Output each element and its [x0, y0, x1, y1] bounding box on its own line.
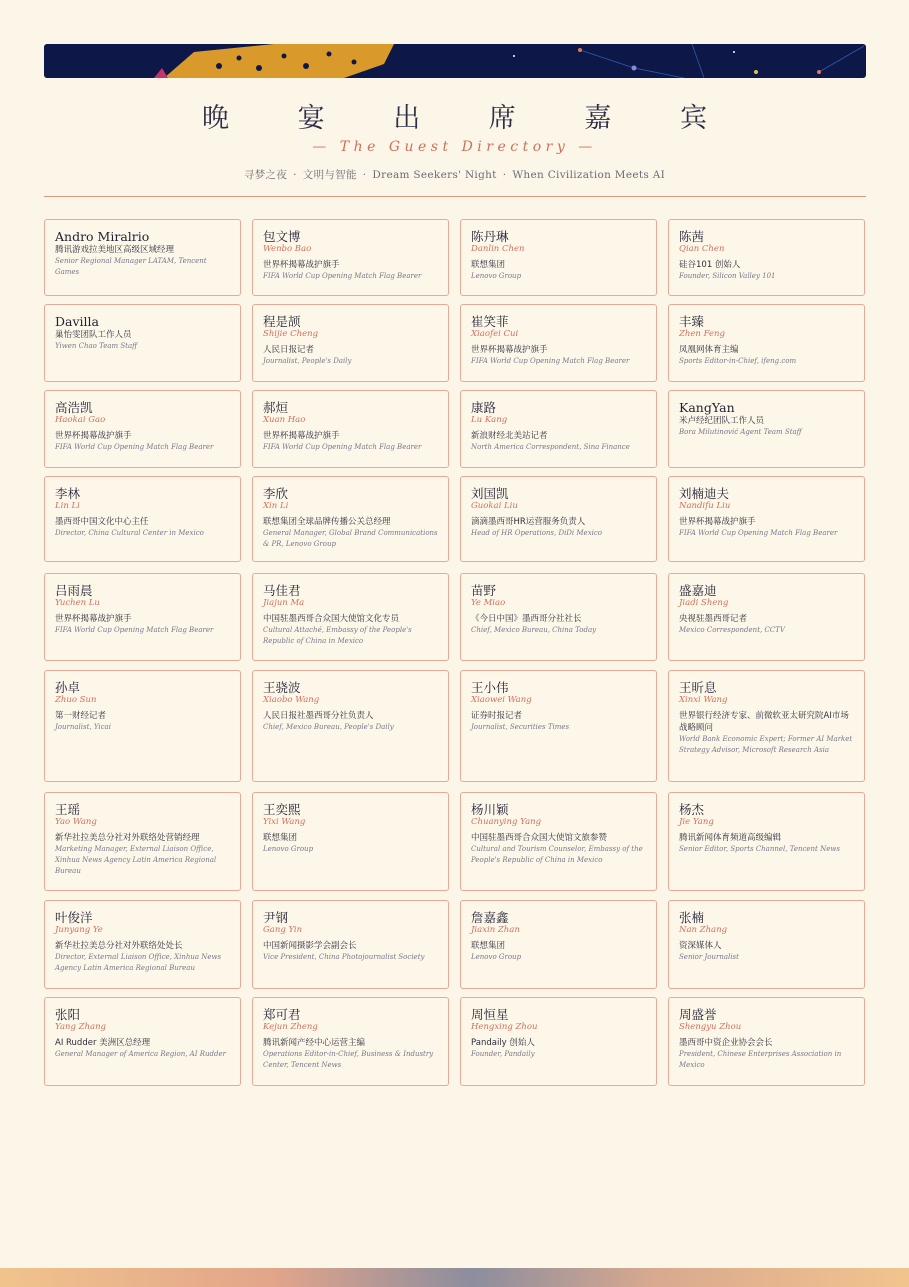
guest-card: [668, 219, 865, 296]
guest-role-cn: 世界银行经济专家、前微软亚太研究院AI市场战略顾问: [679, 711, 849, 733]
guest-pinyin: Wenbo Bao: [263, 244, 312, 254]
guest-name: 詹嘉鑫: [471, 910, 509, 925]
guest-role-cn: 中国新闻摄影学会副会长: [263, 941, 357, 951]
guest-name: Andro Miralrio: [55, 229, 150, 244]
guest-role-en: General Manager of America Region, AI Rudder: [55, 1050, 226, 1058]
guest-name: KangYan: [679, 400, 735, 415]
guest-name: 杨杰: [679, 802, 705, 817]
guest-name: 杨川颖: [471, 802, 509, 817]
guest-role-en: FIFA World Cup Opening Match Flag Bearer: [55, 443, 214, 451]
guest-name: 王瑶: [55, 802, 81, 817]
guest-card: [460, 476, 657, 562]
guest-role-cn: 第一财经记者: [55, 711, 107, 721]
guest-name: 高浩凯: [55, 400, 93, 415]
guest-pinyin: Lu Kang: [471, 415, 508, 425]
guest-card: [252, 219, 449, 296]
guest-role-en: Marketing Manager, External Liaison Office, Xinhua News Agency Latin America Regional Bureau: [55, 845, 217, 875]
guest-pinyin: Qian Chen: [679, 244, 725, 254]
guest-card: [44, 390, 241, 468]
guest-role-en: Founder, Silicon Valley 101: [679, 272, 776, 280]
guest-card: [668, 304, 865, 382]
guest-role-en: FIFA World Cup Opening Match Flag Bearer: [679, 529, 838, 537]
header-divider: [44, 196, 866, 197]
guest-role-cn: 中国驻墨西哥合众国大使馆文化专员: [263, 614, 400, 624]
guest-name: 包文博: [263, 229, 301, 244]
guest-card: [252, 792, 449, 891]
guest-pinyin: Guokai Liu: [471, 501, 518, 511]
guest-role-en: Lenovo Group: [263, 845, 314, 853]
guest-pinyin: Haokai Gao: [55, 415, 106, 425]
guest-role-cn: 资深媒体人: [679, 941, 722, 951]
guest-pinyin: Ye Miao: [471, 598, 506, 608]
guest-role-en: Cultural Attaché, Embassy of the People's Republic of China in Mexico: [263, 626, 412, 645]
guest-pinyin: Kejun Zheng: [263, 1022, 318, 1032]
guest-pinyin: Jiadi Sheng: [679, 598, 729, 608]
guest-role-en: Senior Regional Manager LATAM, Tencent Games: [55, 257, 207, 276]
guest-role-cn: 联想集团: [471, 941, 506, 951]
guest-role-en: FIFA World Cup Opening Match Flag Bearer: [263, 443, 422, 451]
guest-name: 孙卓: [55, 680, 81, 695]
guest-card: [44, 219, 241, 296]
guest-role-en: Founder, Pandaily: [471, 1050, 535, 1058]
guest-role-en: President, Chinese Enterprises Association in Mexico: [679, 1050, 842, 1069]
guest-role-cn: 米卢经纪团队工作人员: [679, 416, 765, 426]
guest-role-cn: 联想集团: [263, 833, 298, 843]
guest-name: 陈茜: [679, 229, 705, 244]
guest-card: [44, 792, 241, 891]
guest-pinyin: Shijie Cheng: [263, 329, 319, 339]
guest-card: [460, 670, 657, 782]
guest-pinyin: Jie Yang: [679, 817, 714, 827]
guest-pinyin: Yixi Wang: [263, 817, 306, 827]
guest-card: [668, 390, 865, 468]
guest-name: 周恒星: [471, 1007, 509, 1022]
guest-name: 叶俊洋: [55, 910, 93, 925]
guest-role-cn: 新华社拉美总分社对外联络处处长: [55, 941, 183, 951]
guest-name: 程是颉: [263, 314, 301, 329]
guest-pinyin: Xiaobo Wang: [263, 695, 320, 705]
guest-card: [44, 997, 241, 1086]
guest-name: 李林: [55, 486, 81, 501]
guest-pinyin: Xiaowei Wang: [471, 695, 532, 705]
guest-pinyin: Danlin Chen: [471, 244, 525, 254]
guest-card: [460, 997, 657, 1086]
guest-name: 尹钢: [263, 910, 289, 925]
guest-role-cn: 世界杯揭幕战护旗手: [263, 260, 340, 270]
guest-pinyin: Yao Wang: [55, 817, 97, 827]
guest-pinyin: Lin Li: [55, 501, 80, 511]
guest-card: [668, 476, 865, 562]
guest-role-cn: 腾讯新闻体育频道高级编辑: [679, 833, 782, 843]
guest-card: [44, 900, 241, 989]
guest-name: 郑可君: [263, 1007, 301, 1022]
guest-card: [668, 997, 865, 1086]
guest-role-cn: 世界杯揭幕战护旗手: [55, 614, 132, 624]
guest-role-en: Bora Milutinović Agent Team Staff: [679, 428, 802, 436]
guest-role-cn: 世界杯揭幕战护旗手: [679, 517, 756, 527]
guest-name: 李欣: [263, 486, 289, 501]
guest-role-en: Journalist, Yicai: [55, 723, 111, 731]
guest-role-en: Director, China Cultural Center in Mexico: [55, 529, 204, 537]
guest-pinyin: Jiaxin Zhan: [471, 925, 520, 935]
guest-role-cn: 凤凰网体育主编: [679, 345, 739, 355]
guest-role-en: North America Correspondent, Sina Finance: [471, 443, 630, 451]
guest-name: 刘国凯: [471, 486, 509, 501]
guest-name: 康路: [471, 400, 497, 415]
guest-role-en: Vice President, China Photojournalist Society: [263, 953, 425, 961]
guest-role-cn: 世界杯揭幕战护旗手: [263, 431, 340, 441]
guest-card: [252, 304, 449, 382]
guest-name: 盛嘉迪: [679, 583, 717, 598]
guest-role-en: Operations Editor-in-Chief, Business & Industry Center, Tencent News: [263, 1050, 434, 1069]
guest-name: 苗野: [471, 583, 497, 598]
guest-role-cn: 墨西哥中资企业协会会长: [679, 1038, 773, 1048]
guest-name: 王昕息: [679, 680, 717, 695]
guest-pinyin: Xiaofei Cui: [471, 329, 519, 339]
tagline-part: Dream Seekers' Night: [372, 169, 497, 181]
guest-pinyin: Xin Li: [263, 501, 289, 511]
guest-role-cn: 中国驻墨西哥合众国大使馆文旅参赞: [471, 833, 608, 843]
guest-role-en: FIFA World Cup Opening Match Flag Bearer: [471, 357, 630, 365]
guest-card: [252, 390, 449, 468]
guest-role-en: Senior Journalist: [679, 953, 739, 961]
guest-role-cn: 新浪财经北美站记者: [471, 431, 548, 441]
guest-role-cn: 腾讯新闻产经中心运营主编: [263, 1038, 366, 1048]
guest-name: 王小伟: [471, 680, 509, 695]
guest-role-en: Journalist, People's Daily: [263, 357, 352, 365]
guest-card: [44, 476, 241, 562]
guest-role-en: Lenovo Group: [471, 953, 522, 961]
guest-card: [252, 476, 449, 562]
guest-role-cn: 巢怡雯团队工作人员: [55, 330, 132, 340]
guest-role-cn: 新华社拉美总分社对外联络处营销经理: [55, 833, 200, 843]
tagline-part: When Civilization Meets AI: [512, 169, 666, 181]
guest-card: [460, 390, 657, 468]
guest-card: [668, 573, 865, 661]
guest-pinyin: Zhuo Sun: [55, 695, 97, 705]
guest-name: 崔笑菲: [471, 314, 509, 329]
guest-card: [460, 573, 657, 661]
guest-card: [460, 900, 657, 989]
guest-pinyin: Yang Zhang: [55, 1022, 106, 1032]
guest-role-en: Senior Editor, Sports Channel, Tencent News: [679, 845, 840, 853]
page-title: 晚 宴 出 席 嘉 宾: [202, 103, 737, 134]
guest-name: 郝烜: [263, 400, 289, 415]
guest-pinyin: Jiajun Ma: [263, 598, 305, 608]
guest-name: 张阳: [55, 1007, 81, 1022]
guest-role-en: Lenovo Group: [471, 272, 522, 280]
guest-role-en: Director, External Liaison Office, Xinhua News Agency Latin America Regional Bureau: [55, 953, 222, 972]
guest-role-cn: 世界杯揭幕战护旗手: [55, 431, 132, 441]
header-banner: [44, 44, 866, 78]
guest-pinyin: Nan Zhang: [679, 925, 728, 935]
guest-role-cn: 联想集团全球品牌传播公关总经理: [263, 517, 391, 527]
guest-name: Davilla: [55, 314, 99, 329]
guest-role-cn: 腾讯游戏拉美地区高级区域经理: [55, 245, 175, 255]
guest-role-cn: 世界杯揭幕战护旗手: [471, 345, 548, 355]
guest-card: [252, 670, 449, 782]
guest-pinyin: Shengyu Zhou: [679, 1022, 742, 1032]
guest-role-en: Journalist, Securities Times: [471, 723, 570, 731]
tagline-separator: ·: [502, 169, 507, 181]
guest-name: 王骁波: [263, 680, 301, 695]
guest-card: [460, 792, 657, 891]
guest-role-cn: 《今日中国》墨西哥分社社长: [471, 614, 582, 624]
guest-card: [44, 573, 241, 661]
guest-role-cn: 联想集团: [471, 260, 506, 270]
guest-role-cn: 央视驻墨西哥记者: [679, 614, 748, 624]
guest-card: [44, 670, 241, 782]
tagline-part: 文明与智能: [302, 169, 357, 181]
guest-pinyin: Xinxi Wang: [679, 695, 728, 705]
papel-picado-decoration: [44, 44, 866, 78]
tagline-separator: ·: [362, 169, 367, 181]
guest-role-en: Mexico Correspondent, CCTV: [679, 626, 785, 634]
guest-pinyin: Zhen Feng: [679, 329, 725, 339]
tagline-part: 寻梦之夜: [243, 169, 288, 181]
guest-role-cn: 人民日报记者: [263, 345, 315, 355]
guest-role-cn: Pandaily 创始人: [471, 1038, 535, 1048]
guest-name: 马佳君: [263, 583, 301, 598]
guest-role-en: Chief, Mexico Bureau, China Today: [471, 626, 597, 634]
guest-name: 陈丹琳: [471, 229, 509, 244]
guest-name: 王奕熙: [263, 802, 301, 817]
guest-card: [44, 304, 241, 382]
guest-role-en: FIFA World Cup Opening Match Flag Bearer: [55, 626, 214, 634]
guest-pinyin: Xuan Hao: [263, 415, 306, 425]
page-subtitle: — The Guest Directory —: [312, 139, 597, 155]
tagline-separator: ·: [293, 169, 297, 181]
guest-role-cn: 滴滴墨西哥HR运营服务负责人: [471, 517, 586, 527]
guest-card: [252, 997, 449, 1086]
guest-name: 吕雨晨: [55, 583, 93, 598]
guest-role-en: FIFA World Cup Opening Match Flag Bearer: [263, 272, 422, 280]
guest-card: [460, 304, 657, 382]
guest-role-en: Sports Editor-in-Chief, ifeng.com: [679, 357, 797, 365]
guest-role-cn: 人民日报社墨西哥分社负责人: [263, 711, 374, 721]
guest-name: 周盛誉: [679, 1007, 717, 1022]
guest-name: 丰臻: [679, 314, 705, 329]
guest-role-en: Cultural and Tourism Counselor, Embassy of the People's Republic of China in Mexico: [471, 845, 643, 864]
guest-role-en: Chief, Mexico Bureau, People's Daily: [263, 723, 394, 731]
guest-pinyin: Nandifu Liu: [679, 501, 731, 511]
guest-pinyin: Gang Yin: [263, 925, 303, 935]
guest-card: [252, 573, 449, 661]
page-tagline: [0, 167, 909, 182]
guest-card: [668, 670, 865, 782]
footer-gradient-bar: [0, 1268, 909, 1287]
guest-card: [668, 900, 865, 989]
guest-role-en: General Manager, Global Brand Communications & PR, Lenovo Group: [263, 529, 438, 548]
guest-pinyin: Hengxing Zhou: [471, 1022, 538, 1032]
guest-role-cn: 硅谷101 创始人: [679, 260, 741, 270]
guest-pinyin: Junyang Ye: [55, 925, 103, 935]
guest-name: 刘楠迪夫: [679, 486, 730, 501]
guest-role-en: World Bank Economic Expert; Former AI Market Strategy Advisor, Microsoft Research Asia: [679, 735, 853, 754]
guest-role-cn: 证券时报记者: [471, 711, 523, 721]
guest-role-cn: 墨西哥中国文化中心主任: [55, 517, 149, 527]
guest-role-cn: AI Rudder 美洲区总经理: [55, 1038, 151, 1048]
guest-role-en: Head of HR Operations, DiDi Mexico: [471, 529, 603, 537]
guest-pinyin: Yuchen Lu: [55, 598, 100, 608]
guest-card: [252, 900, 449, 989]
guest-pinyin: Chuanying Yang: [471, 817, 542, 827]
guest-card: [460, 219, 657, 296]
guest-role-en: Yiwen Chao Team Staff: [55, 342, 138, 350]
guest-name: 张楠: [679, 910, 705, 925]
guest-card: [668, 792, 865, 891]
